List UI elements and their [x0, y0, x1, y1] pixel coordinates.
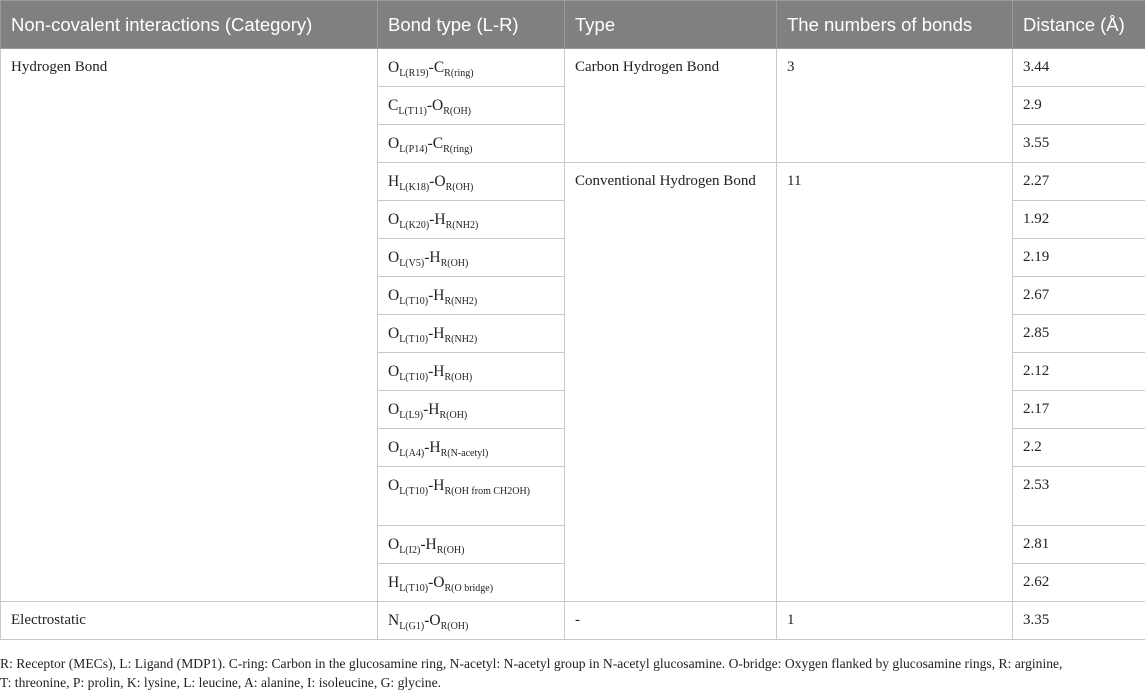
type-carbon-hydrogen-bond: Carbon Hydrogen Bond	[565, 49, 777, 163]
distance-cell: 2.85	[1013, 315, 1145, 353]
distance-cell: 2.81	[1013, 526, 1145, 564]
bond-type-cell: $O_{L(P14)}-C_{R(ring)}$	[378, 125, 565, 163]
type-conventional-hydrogen-bond: Conventional Hydrogen Bond	[565, 163, 777, 602]
count-electrostatic: 1	[777, 602, 1013, 640]
type-electrostatic: -	[565, 602, 777, 640]
distance-cell: 2.67	[1013, 277, 1145, 315]
bond-type-cell: $N_{L(G1)}-O_{R(OH)}$	[378, 602, 565, 640]
header-bond-count: The numbers of bonds	[777, 1, 1013, 49]
distance-cell: 3.55	[1013, 125, 1145, 163]
distance-cell: 2.62	[1013, 564, 1145, 602]
header-type: Type	[565, 1, 777, 49]
header-distance: Distance (Å)	[1013, 1, 1145, 49]
distance-cell: 2.19	[1013, 239, 1145, 277]
bond-type-cell: $O_{L(K20)}-H_{R(NH2)}$	[378, 201, 565, 239]
distance-cell: 2.53	[1013, 467, 1145, 526]
header-row	[1, 1, 1145, 49]
distance-cell: 3.44	[1013, 49, 1145, 87]
count-carbon-hydrogen-bond: 3	[777, 49, 1013, 163]
distance-cell: 2.17	[1013, 391, 1145, 429]
bond-type-cell: $H_{L(T10)}-O_{R(O bridge)}$	[378, 564, 565, 602]
category-electrostatic: Electrostatic	[1, 602, 378, 640]
table-row	[1, 602, 1145, 640]
table-row	[1, 49, 1145, 87]
footnote-line-2: T: threonine, P: prolin, K: lysine, L: leucine, A: alanine, I: isoleucine, G: glycine.	[0, 675, 442, 690]
bond-type-cell: $O_{L(T10)}-H_{R(NH2)}$	[378, 315, 565, 353]
distance-cell: 3.35	[1013, 602, 1145, 640]
bond-type-cell: $O_{L(T10)}-H_{R(OH from CH2OH)}$	[378, 467, 565, 526]
bond-type-cell: $O_{L(I2)}-H_{R(OH)}$	[378, 526, 565, 564]
bond-type-cell: $H_{L(K18)}-O_{R(OH)}$	[378, 163, 565, 201]
distance-cell: 1.92	[1013, 201, 1145, 239]
header-bond-type: Bond type (L-R)	[378, 1, 565, 49]
bond-type-cell: $O_{L(V5)}-H_{R(OH)}$	[378, 239, 565, 277]
table-footnote	[0, 654, 1145, 692]
bond-type-cell: $C_{L(T11)}-O_{R(OH)}$	[378, 87, 565, 125]
distance-cell: 2.2	[1013, 429, 1145, 467]
distance-cell: 2.27	[1013, 163, 1145, 201]
bond-type-cell: $O_{L(L9)}-H_{R(OH)}$	[378, 391, 565, 429]
bond-type-cell: $O_{L(R19)}-C_{R(ring)}$	[378, 49, 565, 87]
bond-type-cell: $O_{L(T10)}-H_{R(OH)}$	[378, 353, 565, 391]
distance-cell: 2.9	[1013, 87, 1145, 125]
bond-type-cell: $O_{L(A4)}-H_{R(N-acetyl)}$	[378, 429, 565, 467]
category-hydrogen-bond: Hydrogen Bond	[1, 49, 378, 602]
bond-type-cell: $O_{L(T10)}-H_{R(NH2)}$	[378, 277, 565, 315]
distance-cell: 2.12	[1013, 353, 1145, 391]
count-conventional-hydrogen-bond: 11	[777, 163, 1013, 602]
footnote-line-1: R: Receptor (MECs), L: Ligand (MDP1). C-ring: Carbon in the glucosamine ring, N-acetyl: N-acetyl group in N-acetyl glucosamine. O-bridge: Oxygen flanked by glucosamine rings, R: arginine,	[0, 656, 1063, 671]
header-category: Non-covalent interactions (Category)	[1, 1, 378, 49]
